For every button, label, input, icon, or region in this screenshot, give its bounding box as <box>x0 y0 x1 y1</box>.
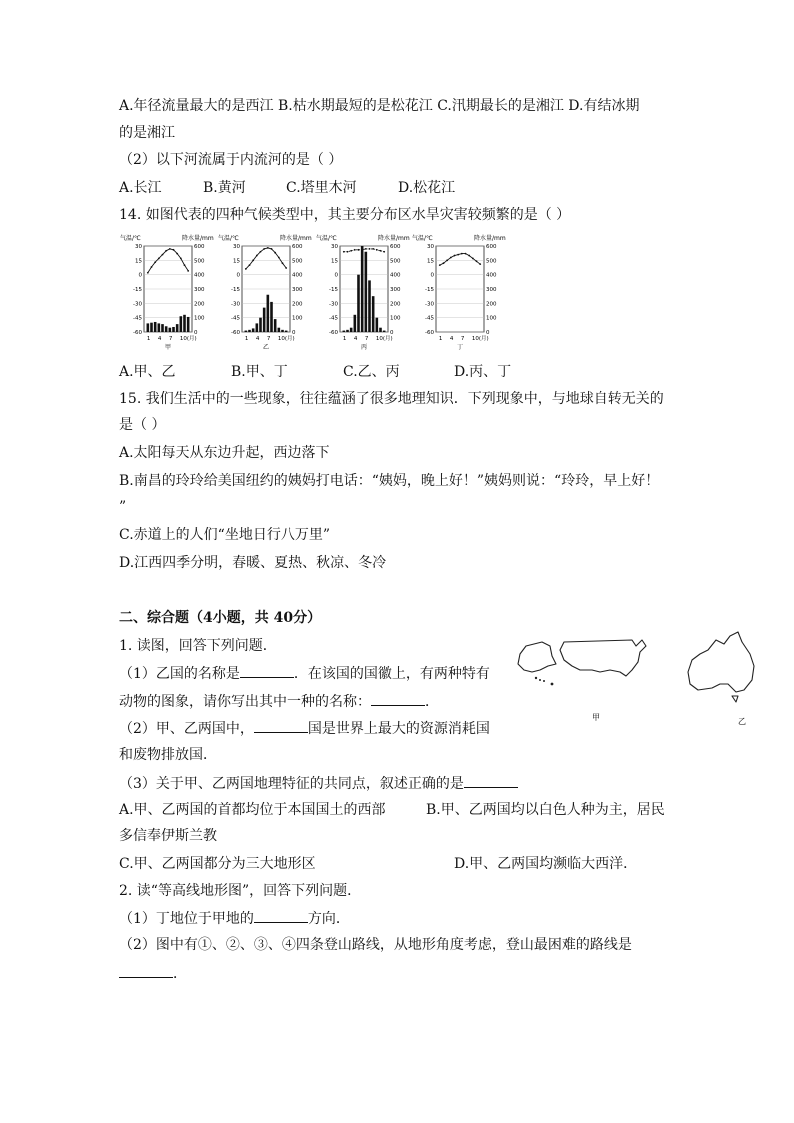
s2-q1-option-a: A.甲、乙两国的首都均位于本国国土的西部 <box>119 802 386 818</box>
s2-q1-sub1-line1 <box>119 663 490 684</box>
month-tick-label: 10(月) <box>375 336 393 342</box>
precip-bar <box>165 326 168 332</box>
month-tick-label: 10(月) <box>179 336 197 342</box>
temperature-point <box>187 270 189 272</box>
month-tick-label: 10(月) <box>277 336 295 342</box>
month-tick-label: 7 <box>364 336 369 342</box>
temp-tick-label: 15 <box>427 258 434 265</box>
precip-tick-label: 500 <box>194 258 205 265</box>
answer-blank[interactable] <box>371 691 425 706</box>
temperature-point <box>151 266 153 268</box>
q15-option-b-line1: B.南昌的玲玲给美国纽约的姨妈打电话：“姨妈，晚上好！”姨妈则说：“玲玲，早上好！ <box>119 473 660 489</box>
month-tick-label: 4 <box>157 336 162 342</box>
alaska-outline <box>518 642 556 672</box>
answer-blank[interactable] <box>464 773 518 788</box>
temp-tick-label: 15 <box>233 258 240 265</box>
precip-bar <box>343 331 346 332</box>
q14-option-a: A.甲、乙 <box>119 364 176 380</box>
s2-q2-sub1-text-b: 方向． <box>307 911 350 927</box>
q14-option-c: C.乙、丙 <box>343 364 400 380</box>
chart-label: 甲 <box>165 344 172 351</box>
climate-charts <box>116 232 506 356</box>
s2-q1-stem: 1. 读图，回答下列问题． <box>119 638 277 654</box>
q13-sub2-option-b: B.黄河 <box>203 180 246 196</box>
precip-tick-label: 300 <box>194 287 205 293</box>
temp-tick-label: -15 <box>425 287 434 293</box>
temperature-point <box>347 251 349 253</box>
month-tick-label: 7 <box>266 336 271 342</box>
temperature-point <box>285 267 287 269</box>
precip-tick-label: 100 <box>390 315 401 322</box>
temperature-point <box>372 248 374 250</box>
answer-blank[interactable] <box>254 908 308 923</box>
temp-tick-label: -45 <box>425 315 434 322</box>
tasmania-outline <box>732 696 738 702</box>
chart-label: 丁 <box>457 344 464 351</box>
precip-bar <box>187 317 190 332</box>
precip-bar <box>172 327 175 332</box>
s2-q1-sub2-line2: 和废物排放国． <box>119 747 217 763</box>
chart-left-axis-title: 气温/℃ <box>120 235 141 242</box>
precip-bar <box>270 302 273 332</box>
chart-left-axis-title: 气温/℃ <box>412 235 433 242</box>
temperature-point <box>165 250 167 252</box>
temperature-point <box>274 252 276 254</box>
temperature-point <box>354 249 356 251</box>
temp-tick-label: 0 <box>236 272 240 279</box>
s2-q2-sub1 <box>119 908 350 929</box>
s2-q1-sub3-text: （3）关于甲、乙两国地理特征的共同点，叙述正确的是 <box>119 776 464 792</box>
precip-tick-label: 400 <box>390 272 401 279</box>
precip-bar <box>383 331 386 332</box>
precip-bar <box>274 319 277 332</box>
temperature-point <box>147 272 149 274</box>
temp-tick-label: 15 <box>135 258 142 265</box>
q13-options-line2: 的是湘江 <box>119 125 175 141</box>
month-tick-label: 1 <box>342 336 347 342</box>
temperature-curve <box>148 249 188 273</box>
temperature-point <box>180 258 182 260</box>
q15-option-c: C.赤道上的人们“坐地日行八万里” <box>119 527 330 543</box>
q14-option-d: D.丙、丁 <box>454 364 512 380</box>
s2-q1-sub2-line1 <box>119 718 490 739</box>
s2-q1-sub2-text-a: （2）甲、乙两国中， <box>119 721 254 737</box>
precip-bar <box>256 323 259 332</box>
chart-label: 乙 <box>263 344 270 351</box>
chart-right-axis-title: 降水量/mm <box>280 235 312 242</box>
precip-tick-label: 0 <box>486 330 490 336</box>
temp-tick-label: 30 <box>135 244 142 250</box>
s2-q1-sub1-text-b: ．在该国的国徽上，有两种特有 <box>293 666 490 682</box>
temperature-point <box>271 248 273 250</box>
temperature-point <box>358 249 360 251</box>
answer-blank[interactable] <box>119 963 173 978</box>
chart-right-axis-title: 降水量/mm <box>474 235 506 242</box>
s2-q1-option-b-line2: 多信奉伊斯兰教 <box>119 828 217 844</box>
country-map <box>512 626 760 730</box>
precip-tick-label: 0 <box>390 330 394 336</box>
precip-tick-label: 200 <box>292 301 303 308</box>
temp-tick-label: 15 <box>331 258 338 265</box>
temperature-point <box>158 258 160 260</box>
precip-bar <box>169 328 172 332</box>
precip-tick-label: 600 <box>486 244 497 250</box>
chart-label: 丙 <box>361 344 368 351</box>
s2-q1-sub2-text-b: 国是世界上最大的资源消耗国 <box>307 721 490 737</box>
month-tick-label: 4 <box>353 336 358 342</box>
temp-tick-label: -15 <box>133 287 142 293</box>
q15-option-a: A.太阳每天从东边升起，西边落下 <box>119 445 330 461</box>
temperature-point <box>154 261 156 263</box>
precip-bar <box>158 323 161 332</box>
precip-bar <box>147 323 150 332</box>
s2-q1-option-d: D.甲、乙两国均濒临大西洋． <box>454 856 638 872</box>
month-tick-label: 10(月) <box>471 336 489 342</box>
precip-tick-label: 100 <box>486 315 497 322</box>
precip-bar <box>372 296 375 332</box>
chart-right-axis-title: 降水量/mm <box>182 235 214 242</box>
precip-tick-label: 600 <box>292 244 303 250</box>
s2-q2-sub2-answer <box>119 963 187 984</box>
s2-q2-stem: 2. 读“等高线地形图”，回答下列问题． <box>119 883 362 899</box>
temperature-point <box>282 262 284 264</box>
precip-tick-label: 600 <box>194 244 205 250</box>
precip-tick-label: 0 <box>292 330 296 336</box>
precip-tick-label: 200 <box>486 301 497 308</box>
precip-tick-label: 400 <box>292 272 303 279</box>
month-tick-label: 1 <box>146 336 151 342</box>
temp-tick-label: 30 <box>233 244 240 250</box>
temperature-point <box>252 259 254 261</box>
temperature-point <box>350 250 352 252</box>
temperature-point <box>267 247 269 249</box>
temperature-point <box>278 257 280 259</box>
precip-bar <box>259 318 262 332</box>
map-label-yi: 乙 <box>738 717 746 726</box>
map-label-jia: 甲 <box>592 713 600 722</box>
precip-bar <box>183 315 186 332</box>
q13-options-line1: A.年径流量最大的是西江 B.枯水期最短的是松花江 C.汛期最长的是湘江 D.有结冰期 <box>119 98 640 114</box>
q15-stem-line2: 是（ ） <box>119 417 166 433</box>
month-tick-label: 7 <box>460 336 465 342</box>
s2-q1-sub3 <box>119 773 518 794</box>
precip-bar <box>278 328 281 332</box>
precip-tick-label: 400 <box>486 272 497 279</box>
answer-blank[interactable] <box>254 718 308 733</box>
precip-bar <box>161 324 164 332</box>
month-tick-label: 4 <box>255 336 260 342</box>
temperature-point <box>249 264 251 266</box>
temperature-point <box>465 253 467 255</box>
q15-stem-line1: 15. 我们生活中的一些现象，往往蕴涵了很多地理知识．下列现象中，与地球自转无关的 <box>119 391 664 407</box>
chart-right-axis-title: 降水量/mm <box>378 235 410 242</box>
precip-tick-label: 300 <box>292 287 303 293</box>
answer-blank[interactable] <box>240 663 294 678</box>
s2-q1-sub1-text-d: ． <box>425 694 439 710</box>
temp-tick-label: -60 <box>425 330 434 336</box>
q13-sub2-option-d: D.松花江 <box>398 180 456 196</box>
s2-q1-sub1-text-c: 动物的图象，请你写出其中一种的名称： <box>119 694 371 710</box>
temperature-point <box>439 264 441 266</box>
temperature-point <box>468 255 470 257</box>
temp-tick-label: -60 <box>133 330 142 336</box>
temperature-point <box>256 255 258 257</box>
temp-tick-label: 0 <box>430 272 434 279</box>
month-tick-label: 7 <box>168 336 173 342</box>
q15-option-d: D.江西四季分明，春暖、夏热、秋凉、冬冷 <box>119 555 387 571</box>
s2-q2-sub1-text-a: （1）丁地位于甲地的 <box>119 911 254 927</box>
temperature-point <box>176 253 178 255</box>
temp-tick-label: -45 <box>133 315 142 322</box>
temperature-point <box>376 249 378 251</box>
precip-bar <box>154 322 157 332</box>
precip-tick-label: 100 <box>194 315 205 322</box>
temperature-point <box>472 258 474 260</box>
temperature-point <box>263 248 265 250</box>
temperature-point <box>260 251 262 253</box>
temperature-point <box>162 254 164 256</box>
section2-title: 二、综合题（4小题，共 40分） <box>119 610 322 626</box>
temperature-point <box>461 253 463 255</box>
temperature-point <box>369 248 371 250</box>
temp-tick-label: -15 <box>329 287 338 293</box>
precip-bar <box>252 328 255 332</box>
month-tick-label: 1 <box>244 336 249 342</box>
q14-stem: 14. 如图代表的四种气候类型中，其主要分布区水旱灾害较频繁的是（ ） <box>119 207 571 223</box>
precip-tick-label: 500 <box>390 258 401 265</box>
s2-q1-sub1-text-a: （1）乙国的名称是 <box>119 666 240 682</box>
s2-q2-sub2-end: ． <box>173 966 187 982</box>
temperature-curve <box>344 249 384 252</box>
usa-outline <box>560 640 646 676</box>
temp-tick-label: -30 <box>329 301 338 308</box>
precip-tick-label: 100 <box>292 315 303 322</box>
temp-tick-label: 30 <box>331 244 338 250</box>
s2-q2-sub2: （2）图中有①、②、③、④四条登山路线，从地形角度考虑，登山最困难的路线是 <box>119 937 632 953</box>
temperature-point <box>173 249 175 251</box>
temperature-point <box>454 255 456 257</box>
temperature-curve <box>246 248 286 269</box>
precip-bar <box>346 330 349 332</box>
precip-tick-label: 200 <box>194 301 205 308</box>
precip-bar <box>248 330 251 332</box>
q14-option-b: B.甲、丁 <box>231 364 288 380</box>
precip-tick-label: 400 <box>194 272 205 279</box>
temp-tick-label: -60 <box>329 330 338 336</box>
temperature-point <box>479 263 481 265</box>
temperature-point <box>457 254 459 256</box>
s2-q1-option-c: C.甲、乙两国都分为三大地形区 <box>119 856 316 872</box>
temp-tick-label: -30 <box>231 301 240 308</box>
precip-tick-label: 300 <box>390 287 401 293</box>
chart-left-axis-title: 气温/℃ <box>218 235 239 242</box>
temperature-point <box>446 259 448 261</box>
precip-bar <box>285 331 288 332</box>
precip-bar <box>176 324 179 332</box>
temperature-point <box>476 260 478 262</box>
temperature-point <box>245 268 247 270</box>
temperature-point <box>169 248 171 250</box>
precip-tick-label: 300 <box>486 287 497 293</box>
temp-tick-label: -30 <box>133 301 142 308</box>
chart-left-axis-title: 气温/℃ <box>316 235 337 242</box>
precip-bar <box>379 328 382 332</box>
temperature-point <box>361 249 363 251</box>
month-tick-label: 4 <box>449 336 454 342</box>
temp-tick-label: -45 <box>231 315 240 322</box>
precip-bar <box>245 331 248 332</box>
precip-bar <box>267 295 270 332</box>
q13-sub2-stem: （2）以下河流属于内流河的是（ ） <box>119 152 343 168</box>
precip-bar <box>365 252 368 332</box>
temperature-point <box>380 250 382 252</box>
temperature-curve <box>440 254 480 266</box>
precip-tick-label: 200 <box>390 301 401 308</box>
temp-tick-label: -60 <box>231 330 240 336</box>
temperature-point <box>184 264 186 266</box>
temperature-point <box>443 262 445 264</box>
temp-tick-label: -15 <box>231 287 240 293</box>
precip-tick-label: 0 <box>194 330 198 336</box>
precip-bar <box>350 328 353 332</box>
temp-tick-label: -45 <box>329 315 338 322</box>
s2-q1-option-b-line1: B.甲、乙两国均以白色人种为主，居民 <box>426 802 665 818</box>
precip-tick-label: 600 <box>390 244 401 250</box>
australia-outline <box>688 632 754 692</box>
precip-bar <box>263 308 266 332</box>
precip-bar <box>376 318 379 332</box>
q15-option-b-line2: ” <box>119 499 127 515</box>
q13-sub2-option-a: A.长江 <box>119 180 162 196</box>
precip-bar <box>361 246 364 332</box>
temp-tick-label: 0 <box>138 272 142 279</box>
temp-tick-label: 30 <box>427 244 434 250</box>
temperature-point <box>450 257 452 259</box>
temp-tick-label: -30 <box>425 301 434 308</box>
precip-bar <box>150 323 153 332</box>
s2-q1-sub1-line2 <box>119 691 439 712</box>
temperature-point <box>365 248 367 250</box>
precip-bar <box>354 315 357 332</box>
temperature-point <box>343 251 345 253</box>
temp-tick-label: 0 <box>334 272 338 279</box>
temperature-point <box>383 251 385 253</box>
precip-tick-label: 500 <box>292 258 303 265</box>
precip-bar <box>357 275 360 332</box>
month-tick-label: 1 <box>438 336 443 342</box>
precip-tick-label: 500 <box>486 258 497 265</box>
q13-sub2-option-c: C.塔里木河 <box>286 180 357 196</box>
precip-bar <box>180 316 183 332</box>
precip-bar <box>368 280 371 332</box>
precip-bar <box>281 330 284 332</box>
